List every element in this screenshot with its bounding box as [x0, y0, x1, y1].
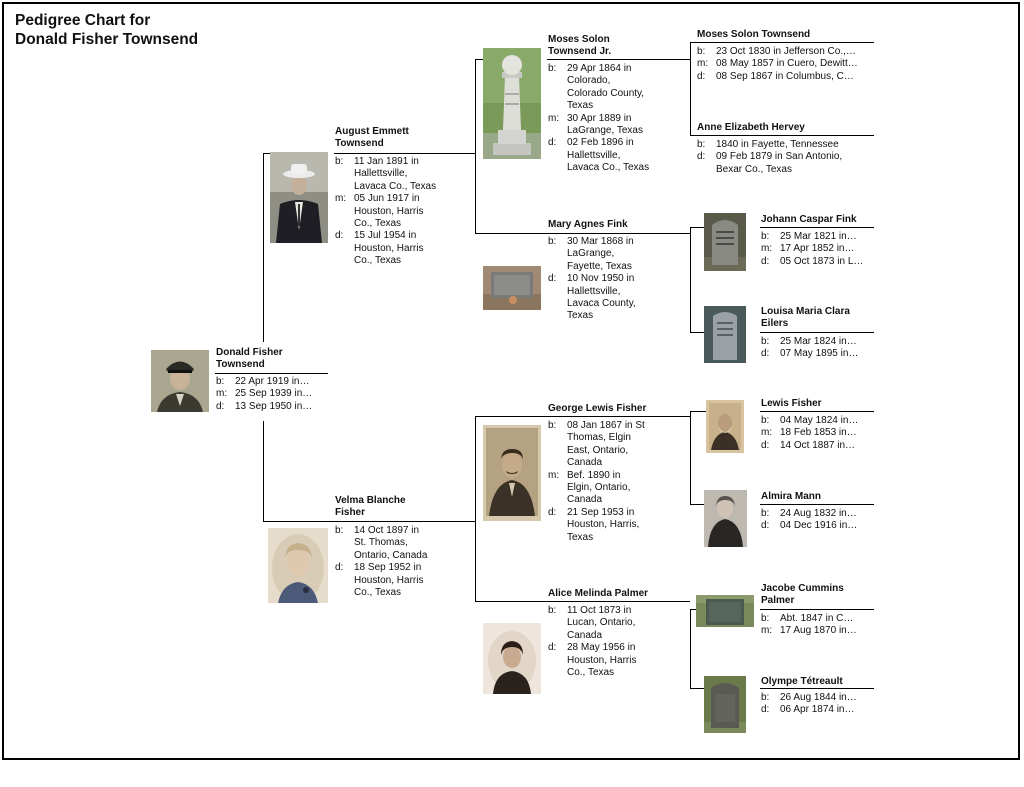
- fact-value: 18 Feb 1853 in…: [780, 427, 857, 439]
- flat-grave-marker-photo[interactable]: [696, 595, 754, 627]
- facts-mgf: [548, 420, 678, 544]
- fact-death: [761, 704, 873, 716]
- fact-death: [335, 562, 455, 599]
- fact-value: 18 Sep 1952 in Houston, Harris Co., Texas: [354, 562, 424, 599]
- connector: [475, 601, 690, 602]
- fact-birth: [761, 415, 873, 427]
- fact-label: m:: [697, 58, 709, 70]
- fact-label: b:: [548, 63, 557, 74]
- fact-value: 1840 in Fayette, Tennessee: [716, 139, 839, 150]
- connector: [760, 504, 874, 505]
- facts-pgm: [548, 236, 678, 323]
- fact-value: 24 Aug 1832 in…: [780, 508, 857, 519]
- fact-birth: [335, 156, 455, 193]
- fact-birth: [548, 420, 678, 470]
- fact-label: b:: [761, 613, 770, 624]
- person-name-mgm[interactable]: Alice Melinda Palmer: [548, 588, 649, 599]
- fact-value: 15 Jul 1954 in Houston, Harris Co., Texas: [354, 230, 424, 267]
- fact-birth: [548, 605, 678, 642]
- headstone-photo[interactable]: [704, 306, 746, 363]
- facts-mgm: [548, 605, 678, 679]
- connector: [475, 233, 690, 234]
- bearded-man-photo[interactable]: [706, 400, 744, 453]
- fact-label: d:: [761, 704, 770, 716]
- fact-value: 11 Jan 1891 in Hallettsville, Lavaca Co., Texas: [354, 156, 437, 192]
- fact-birth: [697, 46, 871, 58]
- elderly-woman-photo[interactable]: [704, 490, 747, 547]
- fact-birth: [761, 613, 873, 625]
- fact-label: b:: [761, 692, 770, 703]
- connector: [475, 59, 476, 234]
- fact-label: b:: [761, 415, 770, 426]
- fact-death: [335, 230, 455, 267]
- connector: [760, 411, 874, 412]
- person-name-ggm4[interactable]: Olympe Tétreault: [761, 676, 843, 687]
- fact-label: b:: [335, 156, 344, 167]
- connector: [690, 227, 704, 228]
- fact-value: 25 Mar 1821 in…: [780, 231, 857, 242]
- fact-value: 29 Apr 1864 in Colorado, Colorado County, Texas: [567, 63, 645, 112]
- connector: [690, 411, 706, 412]
- facts-ggf3: [761, 415, 873, 452]
- fact-value: 17 Apr 1852 in…: [780, 243, 855, 255]
- connector: [475, 416, 690, 417]
- fact-value: Abt. 1847 in C…: [780, 613, 854, 624]
- woman-portrait-photo[interactable]: [268, 528, 328, 603]
- fact-value: 09 Feb 1879 in San Antonio, Bexar Co., Texas: [716, 151, 843, 175]
- fact-value: 13 Sep 1950 in…: [235, 400, 313, 412]
- connector: [690, 411, 691, 505]
- fact-value: 25 Mar 1824 in…: [780, 336, 857, 347]
- fact-label: d:: [697, 151, 706, 163]
- fact-label: b:: [697, 139, 706, 150]
- fact-birth: [335, 525, 455, 562]
- connector: [475, 416, 476, 602]
- fact-marriage: [761, 243, 873, 255]
- fact-value: 28 May 1956 in Houston, Harris Co., Texas: [567, 642, 637, 679]
- fact-death: [761, 256, 873, 268]
- fact-death: [697, 71, 871, 83]
- facts-ggf4: [761, 613, 873, 638]
- connector: [690, 227, 691, 333]
- connector: [690, 332, 704, 333]
- fact-label: b:: [548, 605, 557, 616]
- fact-value: 23 Oct 1830 in Jefferson Co.,…: [716, 46, 856, 57]
- connector: [263, 521, 475, 522]
- fact-marriage: [216, 388, 328, 400]
- fact-value: 17 Aug 1870 in…: [780, 625, 857, 637]
- victorian-woman-photo[interactable]: [483, 623, 541, 694]
- connector: [690, 42, 691, 136]
- fact-value: 08 Sep 1867 in Columbus, C…: [716, 70, 854, 82]
- fact-label: d:: [697, 70, 706, 82]
- fact-label: d:: [335, 230, 344, 242]
- fact-value: 04 May 1824 in…: [780, 415, 859, 426]
- connector: [690, 609, 691, 689]
- person-name-ggf2[interactable]: Johann Caspar Fink: [761, 214, 857, 225]
- person-name-father[interactable]: August Emmett Townsend: [335, 126, 409, 149]
- facts-root: [216, 376, 328, 413]
- man-in-hat-photo[interactable]: [270, 152, 328, 243]
- headstone-photo[interactable]: [704, 676, 746, 733]
- fact-label: d:: [761, 255, 770, 267]
- fact-marriage: [335, 193, 455, 230]
- fact-value: 05 Oct 1873 in L…: [780, 255, 864, 267]
- fact-label: b:: [697, 46, 706, 57]
- fact-value: 08 Jan 1867 in St Thomas, Elgin East, Ontario, Canada: [567, 420, 645, 469]
- connector: [690, 135, 874, 136]
- gravestone-monument-photo[interactable]: [483, 48, 541, 159]
- fact-label: d:: [761, 348, 770, 360]
- person-name-root[interactable]: Donald Fisher Townsend: [216, 347, 283, 370]
- fact-death: [548, 137, 678, 174]
- mustached-man-photo[interactable]: [483, 425, 541, 521]
- connector: [263, 421, 264, 522]
- fact-label: m:: [761, 427, 773, 439]
- fact-label: m:: [216, 388, 228, 400]
- title-line-2: Donald Fisher Townsend: [15, 31, 199, 48]
- connector: [334, 153, 476, 154]
- fact-birth: [761, 231, 873, 243]
- fact-value: 05 Jun 1917 in Houston, Harris Co., Texas: [354, 193, 424, 230]
- fact-label: b:: [335, 525, 344, 536]
- fact-label: b:: [761, 336, 770, 347]
- fact-value: 14 Oct 1887 in…: [780, 439, 856, 451]
- connector: [475, 59, 483, 60]
- fact-label: b:: [761, 231, 770, 242]
- person-name-pgf[interactable]: Moses Solon Townsend Jr.: [548, 34, 612, 57]
- fact-value: 10 Nov 1950 in Hallettsville, Lavaca County, Texas: [567, 273, 636, 322]
- fact-label: d:: [548, 137, 557, 149]
- fact-death: [548, 642, 678, 679]
- fact-label: b:: [548, 236, 557, 247]
- fact-value: 26 Aug 1844 in…: [780, 692, 857, 703]
- fact-value: 30 Mar 1868 in LaGrange, Fayette, Texas: [567, 236, 634, 272]
- fact-label: m:: [335, 193, 347, 205]
- fact-label: d:: [548, 506, 557, 518]
- person-name-ggf4[interactable]: Jacobe Cummins Palmer: [761, 583, 844, 606]
- fact-value: Bef. 1890 in Elgin, Ontario, Canada: [567, 469, 631, 506]
- connector: [690, 504, 704, 505]
- facts-ggm4: [761, 692, 873, 717]
- fact-marriage: [761, 625, 873, 637]
- fact-label: b:: [216, 376, 225, 387]
- fact-birth: [761, 692, 873, 704]
- fact-death: [761, 520, 873, 532]
- connector: [760, 609, 874, 610]
- headstone-photo[interactable]: [704, 213, 746, 271]
- title-line-1: Pedigree Chart for: [15, 12, 151, 29]
- fact-label: d:: [761, 439, 770, 451]
- connector: [760, 688, 874, 689]
- fact-value: 08 May 1857 in Cuero, Dewitt…: [716, 58, 858, 70]
- fact-value: 21 Sep 1953 in Houston, Harris, Texas: [567, 506, 640, 543]
- fact-value: 02 Feb 1896 in Hallettsville, Lavaca Co., Texas: [567, 137, 650, 174]
- fact-death: [548, 273, 678, 323]
- fact-death: [548, 507, 678, 544]
- facts-ggm1: [697, 139, 871, 176]
- fact-label: b:: [548, 420, 557, 431]
- facts-father: [335, 156, 455, 268]
- connector: [760, 332, 874, 333]
- connector: [690, 688, 704, 689]
- person-name-ggm1[interactable]: Anne Elizabeth Hervey: [697, 122, 805, 133]
- facts-pgf: [548, 63, 678, 175]
- fact-value: 07 May 1895 in…: [780, 348, 859, 360]
- fact-label: m:: [761, 243, 773, 255]
- fact-birth: [697, 139, 871, 151]
- fact-label: m:: [548, 469, 560, 481]
- person-name-ggm3[interactable]: Almira Mann: [761, 491, 822, 502]
- person-name-pgm[interactable]: Mary Agnes Fink: [548, 219, 628, 230]
- fact-value: 11 Oct 1873 in Lucan, Ontario, Canada: [567, 605, 636, 641]
- fact-label: d:: [761, 520, 770, 532]
- fact-value: 06 Apr 1874 in…: [780, 704, 855, 716]
- person-name-ggf3[interactable]: Lewis Fisher: [761, 398, 822, 409]
- fact-value: 30 Apr 1889 in LaGrange, Texas: [567, 112, 643, 137]
- fact-value: 22 Apr 1919 in…: [235, 376, 310, 387]
- fact-death: [697, 151, 871, 176]
- connector: [547, 59, 690, 60]
- facts-ggf2: [761, 231, 873, 268]
- fact-label: d:: [216, 400, 225, 412]
- fact-birth: [216, 376, 328, 388]
- page-title: [15, 11, 198, 49]
- fact-birth: [548, 63, 678, 113]
- person-name-ggm2[interactable]: Louisa Maria Clara Eilers: [761, 306, 850, 329]
- connector: [215, 373, 328, 374]
- fact-birth: [761, 508, 873, 520]
- fact-marriage: [697, 58, 871, 70]
- facts-ggf1: [697, 46, 871, 83]
- fact-death: [216, 401, 328, 413]
- connector: [760, 227, 874, 228]
- fact-marriage: [548, 113, 678, 138]
- fact-marriage: [761, 427, 873, 439]
- fact-value: 14 Oct 1897 in St. Thomas, Ontario, Canada: [354, 525, 428, 561]
- person-name-mother[interactable]: Velma Blanche Fisher: [335, 495, 406, 518]
- fact-death: [761, 348, 873, 360]
- connector: [690, 42, 874, 43]
- connector: [263, 153, 270, 154]
- fact-label: m:: [548, 112, 560, 124]
- fact-birth: [761, 336, 873, 348]
- grave-marker-photo[interactable]: [483, 266, 541, 310]
- fact-label: b:: [761, 508, 770, 519]
- fact-label: d:: [548, 273, 557, 285]
- military-portrait-photo[interactable]: [151, 350, 209, 412]
- facts-ggm3: [761, 508, 873, 533]
- person-name-ggf1[interactable]: Moses Solon Townsend: [697, 29, 811, 40]
- fact-marriage: [548, 470, 678, 507]
- fact-birth: [548, 236, 678, 273]
- facts-ggm2: [761, 336, 873, 361]
- connector: [263, 153, 264, 342]
- fact-label: m:: [761, 625, 773, 637]
- fact-label: d:: [548, 642, 557, 654]
- person-name-mgf[interactable]: George Lewis Fisher: [548, 403, 647, 414]
- facts-mother: [335, 525, 455, 599]
- fact-value: 04 Dec 1916 in…: [780, 520, 858, 532]
- fact-death: [761, 440, 873, 452]
- fact-value: 25 Sep 1939 in…: [235, 388, 313, 400]
- fact-label: d:: [335, 562, 344, 574]
